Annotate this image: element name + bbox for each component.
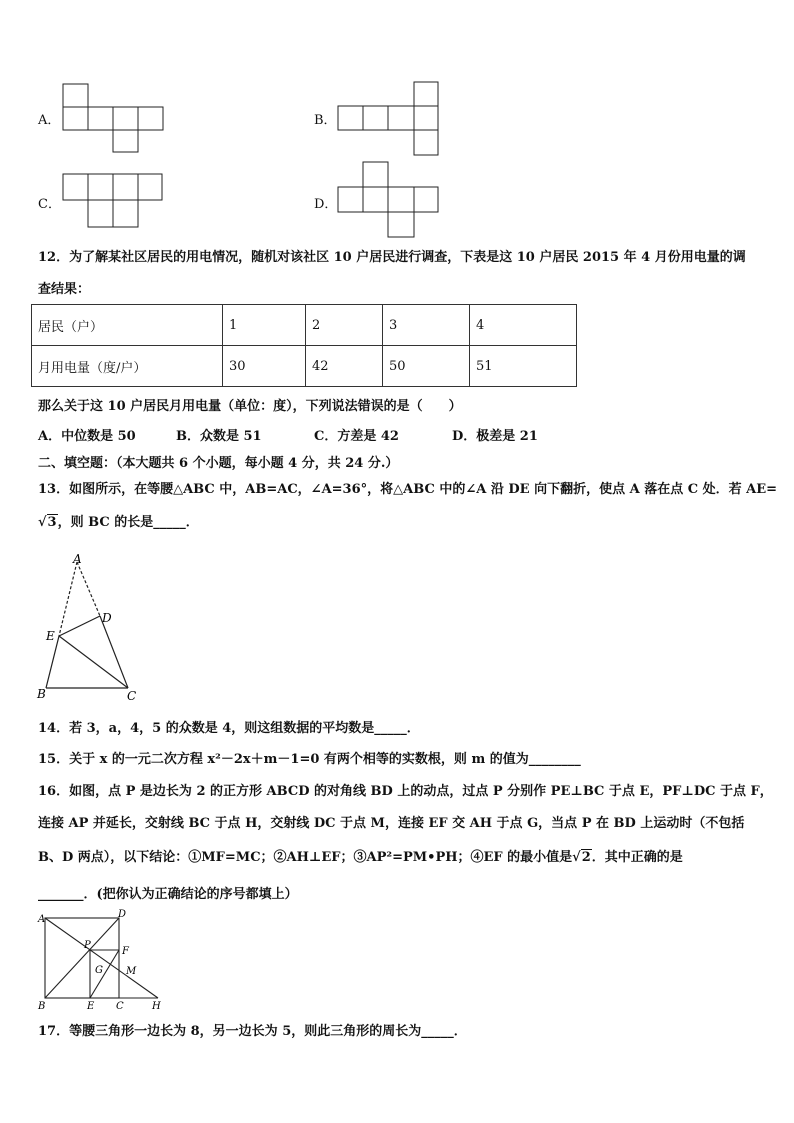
label-c: C [127, 689, 137, 702]
label-e: E [46, 629, 55, 643]
q13-line2: ，则 BC 的长是_____． [57, 515, 199, 530]
label-d: D [102, 611, 112, 625]
label-p: P [84, 940, 91, 951]
q16-square-figure [34, 908, 166, 1012]
q12-line2: 查结果： [38, 282, 91, 297]
label-m: M [126, 966, 137, 977]
table-cell: 2 [306, 305, 383, 346]
table-cell: 51 [470, 346, 577, 387]
label-b: B [37, 687, 46, 701]
table-cell: 月用电量（度/户） [32, 346, 223, 387]
table-cell: 3 [383, 305, 470, 346]
q12-choice-b: B．众数是 51 [176, 429, 262, 444]
label-f: F [122, 946, 129, 957]
q12-question: 那么关于这 10 户居民月用电量（单位：度），下列说法错误的是（ ） [38, 399, 462, 414]
label-e: E [87, 1001, 95, 1012]
sqrt-symbol: √2 [572, 850, 591, 865]
electricity-table [31, 304, 577, 387]
table-cell: 50 [383, 346, 470, 387]
q12-line1: 12．为了解某社区居民的用电情况，随机对该社区 10 户居民进行调查，下表是这 10 户居民 2015 年 4 月份用电量的调 [38, 250, 746, 265]
option-d-label: D． [314, 197, 338, 212]
option-a-label: A． [38, 113, 61, 128]
q16-line3b: ．其中正确的是 [591, 850, 683, 865]
q13-line2-wrap [38, 514, 199, 532]
label-h: H [152, 1001, 161, 1012]
q13-triangle-figure [36, 552, 146, 702]
label-c: C [116, 1001, 124, 1012]
option-d-net [336, 160, 442, 240]
table-cell: 42 [306, 346, 383, 387]
table-cell: 1 [223, 305, 306, 346]
q12-choice-c: C．方差是 42 [314, 429, 399, 444]
option-b-net [336, 80, 442, 158]
option-a-net [60, 82, 170, 154]
option-b-label: B． [314, 113, 337, 128]
label-a: A [73, 552, 82, 566]
table-row [32, 305, 577, 346]
q15-text: 15．关于 x 的一元二次方程 x²－2x＋m－1=0 有两个相等的实数根，则 m 的值为________ [38, 752, 581, 767]
sqrt-symbol: √3 [38, 515, 57, 530]
label-a: A [38, 914, 46, 925]
table-cell: 30 [223, 346, 306, 387]
option-c-label: C． [38, 197, 61, 212]
option-c-net [60, 172, 166, 230]
label-d: D [118, 909, 127, 920]
q16-line1: 16．如图，点 P 是边长为 2 的正方形 ABCD 的对角线 BD 上的动点，过点 P 分别作 PE⊥BC 于点 E，PF⊥DC 于点 F， [38, 784, 773, 799]
q13-line1: 13．如图所示，在等腰△ABC 中，AB=AC，∠A=36°，将△ABC 中的∠A 沿 DE 向下翻折，使点 A 落在点 C 处．若 AE= [38, 482, 778, 497]
label-b: B [38, 1001, 46, 1012]
q16-line3 [38, 849, 683, 867]
sqrt-radicand: 3 [47, 515, 57, 530]
q16-line2: 连接 AP 并延长，交射线 BC 于点 H，交射线 DC 于点 M，连接 EF 交 AH 于点 G，当点 P 在 BD 上运动时（不包括 [38, 816, 745, 831]
q16-line4: _______．(把你认为正确结论的序号都填上） [38, 887, 298, 902]
table-row [32, 346, 577, 387]
label-g: G [95, 965, 103, 976]
q16-line3a: B、D 两点），以下结论：①MF=MC；②AH⊥EF；③AP²=PM•PH；④EF 的最小值是 [38, 850, 573, 865]
q12-choice-a: A．中位数是 50 [38, 429, 136, 444]
table-cell: 居民（户） [32, 305, 223, 346]
sqrt-radicand: 2 [581, 850, 591, 865]
q14-text: 14．若 3，a，4，5 的众数是 4，则这组数据的平均数是_____． [38, 721, 420, 736]
q17-text: 17．等腰三角形一边长为 8，另一边长为 5，则此三角形的周长为_____． [38, 1024, 467, 1039]
q12-choice-d: D．极差是 21 [452, 429, 538, 444]
table-cell: 4 [470, 305, 577, 346]
section-2-heading: 二、填空题：（本大题共 6 个小题，每小题 4 分，共 24 分.） [38, 456, 399, 471]
